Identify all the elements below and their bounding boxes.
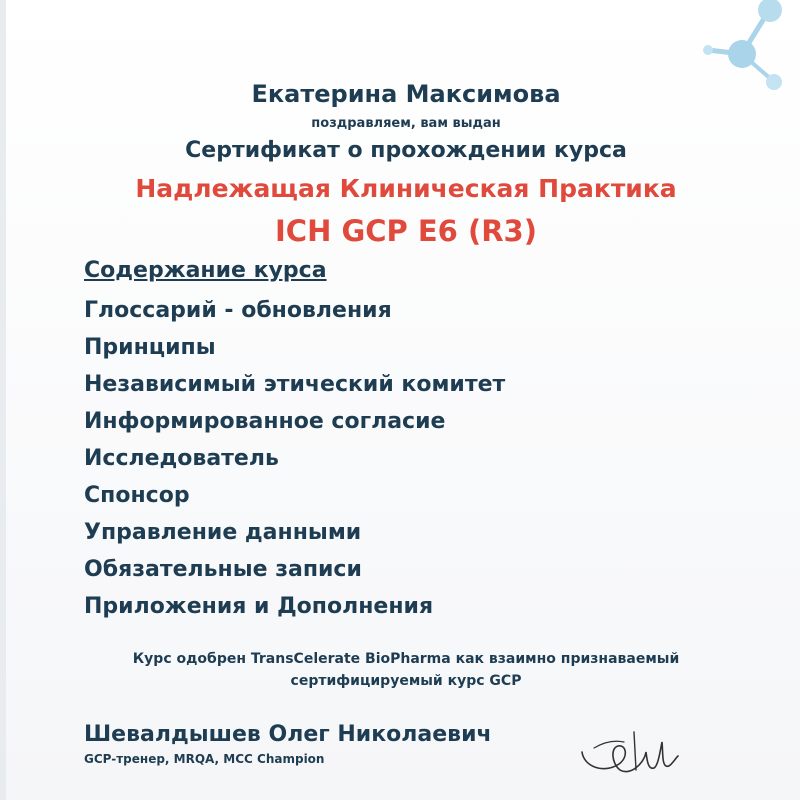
- list-item: Независимый этический комитет: [84, 372, 506, 397]
- trainer-credentials: GCP-тренер, MRQA, MCC Champion: [84, 752, 325, 766]
- approval-line: Курс одобрен TransCelerate BioPharma как взаимно признаваемый: [132, 651, 680, 667]
- list-item: Управление данными: [84, 520, 362, 545]
- list-item: Информированное согласие: [84, 409, 446, 434]
- contents-heading: Содержание курса: [84, 258, 327, 283]
- recipient-name: Екатерина Максимова: [251, 80, 561, 108]
- course-name: Надлежащая Клиническая Практика: [135, 174, 677, 203]
- signature-icon: [574, 712, 684, 782]
- certificate-title: Сертификат о прохождении курса: [185, 138, 627, 163]
- trainer-name: Шевалдышев Олег Николаевич: [84, 722, 492, 747]
- approval-line: сертифицируемый курс GCP: [290, 673, 522, 689]
- course-topics-list: [84, 294, 505, 627]
- molecule-decoration-icon: [660, 0, 800, 90]
- list-item: Глоссарий - обновления: [84, 298, 392, 323]
- congratulation-text: поздравляем, вам выдан: [311, 116, 501, 131]
- list-item: Исследователь: [84, 446, 279, 471]
- list-item: Принципы: [84, 335, 216, 360]
- list-item: Приложения и Дополнения: [84, 594, 434, 619]
- approval-statement: [6, 648, 800, 692]
- list-item: Обязательные записи: [84, 557, 362, 582]
- list-item: Спонсор: [84, 483, 190, 508]
- course-code: ICH GCP E6 (R3): [275, 214, 537, 248]
